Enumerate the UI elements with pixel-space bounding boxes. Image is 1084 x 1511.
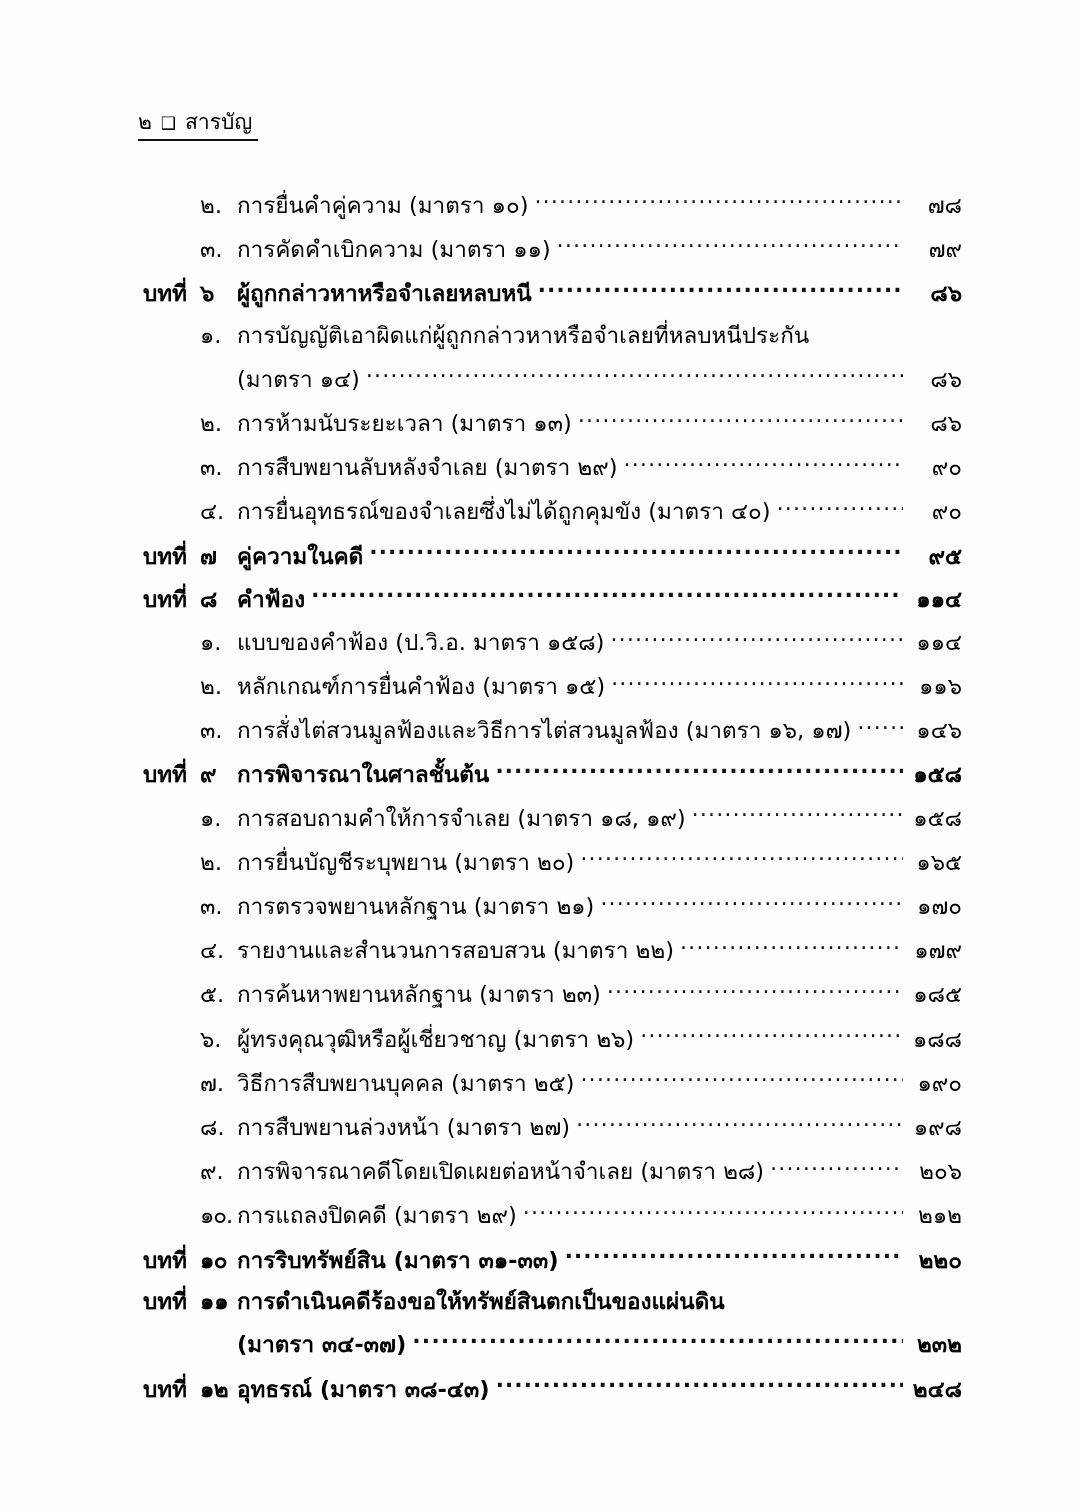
page-number: ๒๓๒ bbox=[916, 1332, 962, 1359]
chapter-title: ผู้ถูกกล่าวหาหรือจำเลยหลบหนี bbox=[237, 280, 532, 307]
page-number: ๘๖ bbox=[930, 410, 962, 437]
item-number: ๗. bbox=[200, 1070, 225, 1097]
item-number: ๙. bbox=[200, 1159, 224, 1186]
item-title: วิธีการสืบพยานบุคคล (มาตรา ๒๕) bbox=[237, 1070, 575, 1097]
toc-chapter-row[interactable] bbox=[0, 1374, 1084, 1405]
dot-leader bbox=[580, 847, 903, 870]
square-bullet-icon: ❑ bbox=[160, 114, 177, 134]
item-number: ๒. bbox=[200, 674, 222, 701]
dot-leader bbox=[640, 1024, 903, 1047]
dot-leader bbox=[611, 672, 903, 695]
page-number: ๑๕๘ bbox=[913, 805, 962, 832]
item-number: ๓. bbox=[200, 236, 223, 263]
item-number: ๑. bbox=[200, 629, 222, 656]
item-title: แบบของคำฟ้อง (ป.วิ.อ. มาตรา ๑๕๘) bbox=[237, 629, 605, 656]
item-title: การสั่งไต่สวนมูลฟ้องและวิธีการไต่สวนมูลฟ้อง (มาตรา ๑๖, ๑๗) bbox=[237, 718, 852, 745]
page-number: ๑๑๖ bbox=[919, 674, 962, 701]
item-title: หลักเกณฑ์การยื่นคำฟ้อง (มาตรา ๑๕) bbox=[237, 674, 606, 701]
item-number: ๖. bbox=[200, 1026, 222, 1053]
chapter-number: ๑๒ bbox=[200, 1376, 229, 1403]
item-number: ๔. bbox=[200, 499, 225, 526]
page-title: สารบัญ bbox=[185, 110, 253, 134]
dot-leader bbox=[576, 1112, 903, 1135]
item-title: การค้นหาพยานหลักฐาน (มาตรา ๒๓) bbox=[237, 982, 601, 1009]
toc-item-row[interactable] bbox=[0, 497, 1084, 528]
toc-item-row[interactable] bbox=[0, 190, 1084, 221]
chapter-number: ๑๑ bbox=[200, 1289, 229, 1316]
dot-leader bbox=[610, 627, 903, 650]
item-title: การพิจารณาคดีโดยเปิดเผยต่อหน้าจำเลย (มาตรา ๒๘) bbox=[237, 1159, 765, 1186]
chapter-number: ๙ bbox=[200, 762, 217, 789]
chapter-title-continuation: (มาตรา ๓๔-๓๗) bbox=[237, 1332, 407, 1359]
toc-item-row[interactable] bbox=[0, 408, 1084, 439]
toc-chapter-row[interactable] bbox=[0, 1288, 1084, 1318]
item-number: ๑. bbox=[200, 322, 222, 349]
page-number: ๘๖ bbox=[930, 366, 962, 393]
toc-chapter-row[interactable] bbox=[0, 278, 1084, 309]
item-number: ๕. bbox=[200, 982, 225, 1009]
toc-item-row[interactable] bbox=[0, 672, 1084, 703]
item-title: การสอบถามคำให้การจำเลย (มาตรา ๑๘, ๑๙) bbox=[237, 805, 686, 832]
dot-leader bbox=[578, 408, 903, 431]
toc-item-row[interactable] bbox=[0, 936, 1084, 967]
page-number: ๑๙๘ bbox=[913, 1114, 962, 1141]
page-number: ๑๘๘ bbox=[913, 1026, 962, 1053]
item-number: ๓. bbox=[200, 455, 223, 482]
dot-leader bbox=[607, 980, 903, 1003]
page-number: ๑๙๐ bbox=[917, 1070, 962, 1097]
dot-leader bbox=[600, 892, 903, 915]
item-title: การคัดคำเบิกความ (มาตรา ๑๑) bbox=[237, 236, 551, 263]
toc-chapter-continuation-row[interactable] bbox=[0, 1330, 1084, 1361]
page-number: ๑๕๘ bbox=[913, 762, 962, 789]
page-number: ๑๑๔ bbox=[916, 586, 962, 613]
dot-leader bbox=[495, 760, 903, 783]
item-title: การแถลงปิดคดี (มาตรา ๒๙) bbox=[237, 1203, 517, 1230]
chapter-keyword: บทที่ bbox=[143, 1247, 187, 1274]
toc-item-row[interactable] bbox=[0, 803, 1084, 834]
page-number: ๑๘๕ bbox=[913, 982, 962, 1009]
chapter-keyword: บทที่ bbox=[143, 1376, 187, 1403]
toc-item-row[interactable] bbox=[0, 1068, 1084, 1099]
item-number: ๔. bbox=[200, 938, 225, 965]
page-number: ๒๑๒ bbox=[918, 1203, 962, 1230]
dot-leader bbox=[692, 803, 903, 826]
dot-leader bbox=[624, 453, 903, 476]
item-number: ๑. bbox=[200, 805, 222, 832]
item-number: ๒. bbox=[200, 849, 222, 876]
dot-leader bbox=[857, 716, 903, 739]
toc-item-row[interactable] bbox=[0, 234, 1084, 265]
page-number: ๙๕ bbox=[928, 543, 962, 570]
page-number: ๑๖๕ bbox=[916, 849, 962, 876]
item-title: การยื่นบัญชีระบุพยาน (มาตรา ๒๐) bbox=[237, 849, 575, 876]
page-number: ๒๐๖ bbox=[919, 1159, 962, 1186]
dot-leader bbox=[777, 497, 903, 520]
chapter-title: คำฟ้อง bbox=[237, 586, 306, 613]
dot-leader bbox=[369, 541, 903, 564]
dot-leader bbox=[565, 1245, 903, 1268]
toc-item-row[interactable] bbox=[0, 892, 1084, 923]
item-number: ๑๐. bbox=[200, 1203, 233, 1230]
page-number: ๗๘ bbox=[927, 192, 962, 219]
page-number: ๑๗๐ bbox=[917, 894, 962, 920]
chapter-number: ๑๐ bbox=[200, 1247, 228, 1274]
chapter-number: ๖ bbox=[200, 280, 215, 307]
dot-leader bbox=[523, 1201, 903, 1224]
dot-leader bbox=[534, 190, 903, 213]
toc-item-row[interactable] bbox=[0, 322, 1084, 352]
item-number: ๘. bbox=[200, 1114, 225, 1141]
chapter-keyword: บทที่ bbox=[143, 543, 187, 570]
item-number: ๒. bbox=[200, 192, 222, 219]
chapter-keyword: บทที่ bbox=[143, 586, 187, 613]
toc-item-row[interactable] bbox=[0, 1157, 1084, 1188]
running-header bbox=[138, 110, 258, 141]
chapter-title: การริบทรัพย์สิน (มาตรา ๓๑-๓๓) bbox=[237, 1247, 559, 1274]
chapter-keyword: บทที่ bbox=[143, 762, 187, 789]
dot-leader bbox=[311, 584, 903, 607]
page-number: ๗๙ bbox=[928, 236, 962, 263]
toc-chapter-row[interactable] bbox=[0, 541, 1084, 572]
chapter-title: การดำเนินคดีร้องขอให้ทรัพย์สินตกเป็นของแผ่นดิน bbox=[237, 1289, 725, 1316]
item-title: การบัญญัติเอาผิดแก่ผู้ถูกกล่าวหาหรือจำเลยที่หลบหนีประกัน bbox=[237, 322, 810, 349]
item-title: การยื่นอุทธรณ์ของจำเลยซึ่งไม่ได้ถูกคุมขัง (มาตรา ๔๐) bbox=[237, 499, 771, 526]
item-number: ๓. bbox=[200, 894, 223, 920]
toc-item-continuation-row[interactable] bbox=[0, 364, 1084, 395]
page-number: ๘๖ bbox=[930, 280, 962, 307]
chapter-keyword: บทที่ bbox=[143, 280, 187, 307]
page-number: ๙๐ bbox=[931, 499, 962, 526]
item-title: การสืบพยานลับหลังจำเลย (มาตรา ๒๙) bbox=[237, 455, 618, 482]
dot-leader bbox=[770, 1157, 903, 1180]
chapter-title: อุทธรณ์ (มาตรา ๓๘-๔๓) bbox=[237, 1376, 490, 1403]
item-title: การสืบพยานล่วงหน้า (มาตรา ๒๗) bbox=[237, 1114, 571, 1141]
item-title: การห้ามนับระยะเวลา (มาตรา ๑๓) bbox=[237, 410, 572, 437]
page-number: ๑๑๔ bbox=[916, 629, 962, 656]
item-title: การตรวจพยานหลักฐาน (มาตรา ๒๑) bbox=[237, 894, 595, 920]
dot-leader bbox=[496, 1374, 903, 1397]
page-number: ๒๒๐ bbox=[918, 1247, 962, 1274]
dot-leader bbox=[680, 936, 903, 959]
dot-leader bbox=[366, 364, 903, 387]
toc-chapter-row[interactable] bbox=[0, 584, 1084, 615]
toc-chapter-row[interactable] bbox=[0, 1245, 1084, 1276]
toc-item-row[interactable] bbox=[0, 1201, 1084, 1232]
toc-item-row[interactable] bbox=[0, 847, 1084, 878]
toc-item-row[interactable] bbox=[0, 627, 1084, 658]
toc-item-row[interactable] bbox=[0, 1112, 1084, 1143]
chapter-number: ๗ bbox=[200, 543, 217, 570]
page-folio-number: ๒ bbox=[138, 110, 152, 134]
toc-item-row[interactable] bbox=[0, 453, 1084, 484]
chapter-title: คู่ความในคดี bbox=[237, 543, 364, 570]
toc-item-row[interactable] bbox=[0, 1024, 1084, 1055]
page-number: ๑๗๙ bbox=[914, 938, 962, 965]
toc-item-row[interactable] bbox=[0, 716, 1084, 747]
chapter-title: การพิจารณาในศาลชั้นต้น bbox=[237, 762, 490, 789]
item-number: ๓. bbox=[200, 718, 223, 745]
dot-leader bbox=[412, 1330, 903, 1353]
table-of-contents bbox=[0, 190, 1084, 1417]
item-title: ผู้ทรงคุณวุฒิหรือผู้เชี่ยวชาญ (มาตรา ๒๖) bbox=[237, 1026, 635, 1053]
dot-leader bbox=[580, 1068, 903, 1091]
dot-leader bbox=[557, 234, 903, 257]
chapter-keyword: บทที่ bbox=[143, 1289, 187, 1316]
dot-leader bbox=[538, 278, 903, 301]
item-title-continuation: (มาตรา ๑๔) bbox=[237, 366, 360, 393]
item-number: ๒. bbox=[200, 410, 222, 437]
item-title: รายงานและสำนวนการสอบสวน (มาตรา ๒๒) bbox=[237, 938, 674, 965]
chapter-number: ๘ bbox=[200, 586, 218, 613]
page-number: ๑๔๖ bbox=[916, 718, 962, 745]
item-title: การยื่นคำคู่ความ (มาตรา ๑๐) bbox=[237, 192, 529, 219]
toc-item-row[interactable] bbox=[0, 980, 1084, 1011]
toc-chapter-row[interactable] bbox=[0, 760, 1084, 791]
page-number: ๒๔๘ bbox=[912, 1376, 962, 1403]
page-number: ๙๐ bbox=[931, 455, 962, 482]
